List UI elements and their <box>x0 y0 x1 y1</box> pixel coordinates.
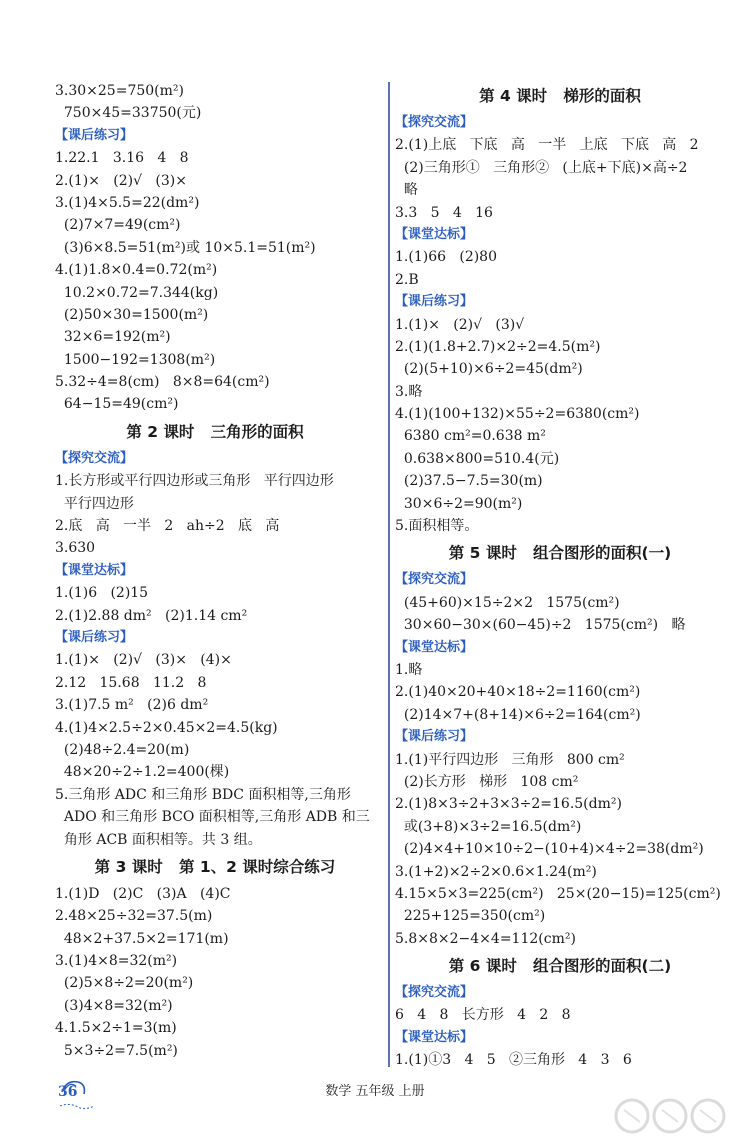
answer-line: 5×3÷2=7.5(m²) <box>55 1042 178 1059</box>
section-tag: 【探究交流】 <box>55 450 134 466</box>
answer-line: 1.(1)× (2)√ (3)× (4)× <box>55 652 232 669</box>
section-heading: 第 5 课时 组合图形的面积(一) <box>448 544 672 563</box>
answer-line: (45+60)×15÷2×2 1575(cm²) <box>395 594 620 611</box>
answer-line: ADO 和三角形 BCO 面积相等,三角形 ADB 和三 <box>55 809 370 826</box>
answer-line: 0.638×800=510.4(元) <box>395 450 560 467</box>
section-tag: 【课堂达标】 <box>55 562 134 578</box>
answer-line: (2)长方形 梯形 108 cm² <box>395 773 579 790</box>
answer-line: 4.(1)4×2.5÷2×0.45×2=4.5(kg) <box>55 719 278 736</box>
answer-line: 2.(1)上底 下底 高 一半 上底 下底 高 2 <box>395 137 699 154</box>
answer-line: 或(3+8)×3÷2=16.5(dm²) <box>395 818 582 835</box>
answer-line: 2.B <box>395 271 419 288</box>
answer-line: 略 <box>395 182 418 199</box>
answer-line: 30×6÷2=90(m²) <box>395 495 523 512</box>
answer-line: 4.15×5×3=225(cm²) 25×(20−15)=125(cm²) <box>395 885 721 902</box>
answer-line: (2)5×8÷2=20(m²) <box>55 975 194 992</box>
answer-line: 750×45=33750(元) <box>55 105 202 122</box>
answer-line: 3.(1)7.5 m² (2)6 dm² <box>55 697 209 714</box>
answer-line: 2.底 高 一半 2 ah÷2 底 高 <box>55 518 280 535</box>
answer-line: 4.1.5×2÷1=3(m) <box>55 1020 177 1037</box>
answer-line: 1.(1)6 (2)15 <box>55 585 149 602</box>
answer-line: 3.30×25=750(m²) <box>55 83 184 99</box>
answer-line: (2)14×7+(8+14)×6÷2=164(cm²) <box>395 706 641 723</box>
answer-line: 10.2×0.72=7.344(kg) <box>55 284 219 301</box>
answer-line: 1.长方形或平行四边形或三角形 平行四边形 <box>55 473 334 490</box>
section-tag: 【探究交流】 <box>395 115 474 130</box>
answer-line: (2)48÷2.4=20(m) <box>55 741 190 758</box>
answer-line: 3.(1)4×8=32(m²) <box>55 953 178 970</box>
answer-line: 4.(1)(100+132)×55÷2=6380(cm²) <box>395 406 640 423</box>
section-tag: 【课堂达标】 <box>395 639 474 655</box>
answer-line: 6380 cm²=0.638 m² <box>395 428 546 445</box>
answer-line: 2.(1)2.88 dm² (2)1.14 cm² <box>55 607 248 624</box>
watermark-logo-icon <box>612 1096 732 1136</box>
answer-line: 1.略 <box>395 661 423 678</box>
answer-line: 5.8×8×2−4×4=112(cm²) <box>395 930 576 947</box>
answer-line: (3)4×8=32(m²) <box>55 997 173 1014</box>
answer-line: 角形 ACB 面积相等。共 3 组。 <box>55 831 262 848</box>
answer-line: 1500−192=1308(m²) <box>55 351 216 368</box>
answer-line: 5.32÷4=8(cm) 8×8=64(cm²) <box>55 374 270 391</box>
answer-line: 3.(1+2)×2÷2×0.6×1.24(m²) <box>395 863 597 880</box>
answer-line: 2.(1)× (2)√ (3)× <box>55 172 187 189</box>
section-tag: 【课后练习】 <box>55 127 134 143</box>
answer-line: 1.(1)66 (2)80 <box>395 249 497 266</box>
answer-line: 48×2+37.5×2=171(m) <box>55 930 229 947</box>
answer-line: 32×6=192(m²) <box>55 329 171 346</box>
section-heading: 第 6 课时 组合图形的面积(二) <box>448 957 672 976</box>
section-tag: 【课后练习】 <box>55 629 134 645</box>
answer-line: (2)三角形① 三角形② (上底+下底)×高÷2 <box>395 159 688 176</box>
left-column <box>55 80 375 1062</box>
section-tag: 【探究交流】 <box>395 572 474 588</box>
answer-line: 1.(1)平行四边形 三角形 800 cm² <box>395 751 625 768</box>
book-info: 数学 五年级 上册 <box>325 1084 425 1099</box>
answer-line: 30×60−30×(60−45)÷2 1575(cm²) 略 <box>395 617 686 634</box>
answer-line: 5.面积相等。 <box>395 518 479 535</box>
answer-line: 2.(1)40×20+40×18÷2=1160(cm²) <box>395 684 641 701</box>
answer-line: 64−15=49(cm²) <box>55 396 179 413</box>
answer-line: 2.(1)8×3÷2+3×3÷2=16.5(dm²) <box>395 796 622 813</box>
answer-line: 1.(1)D (2)C (3)A (4)C <box>55 885 231 902</box>
section-heading: 第 2 课时 三角形的面积 <box>126 422 304 441</box>
answer-line: (2)(5+10)×6÷2=45(dm²) <box>395 361 583 378</box>
section-tag: 【课堂达标】 <box>395 1029 474 1045</box>
answer-line: 48×20÷2÷1.2=400(棵) <box>55 764 230 781</box>
column-divider <box>388 82 390 1067</box>
answer-line: 3.3 5 4 16 <box>395 204 493 221</box>
section-heading: 第 4 课时 梯形的面积 <box>479 87 641 105</box>
answer-line: 3.(1)4×5.5=22(dm²) <box>55 194 200 211</box>
answer-line: 2.48×25÷32=37.5(m) <box>55 908 213 925</box>
answer-line: 平行四边形 <box>55 495 134 512</box>
section-heading: 第 3 课时 第 1、2 课时综合练习 <box>94 857 336 876</box>
answer-line: 225+125=350(cm²) <box>395 908 546 925</box>
answer-line: (2)7×7=49(cm²) <box>55 217 181 234</box>
answer-line: 5.三角形 ADC 和三角形 BDC 面积相等,三角形 <box>55 786 351 803</box>
answer-line: 1.(1)①3 4 5 ②三角形 4 3 6 <box>395 1052 632 1069</box>
answer-line: 4.(1)1.8×0.4=0.72(m²) <box>55 262 218 279</box>
answer-line: (3)6×8.5=51(m²)或 10×5.1=51(m²) <box>55 239 316 256</box>
answer-line: (2)4×4+10×10÷2−(10+4)×4÷2=38(dm²) <box>395 841 704 858</box>
answer-line: 6 4 8 长方形 4 2 8 <box>395 1007 571 1024</box>
section-tag: 【课堂达标】 <box>395 226 474 242</box>
answer-line: 3.略 <box>395 383 423 400</box>
section-tag: 【课后练习】 <box>395 729 474 745</box>
answer-line: 1.(1)× (2)√ (3)√ <box>395 316 525 333</box>
section-tag: 【课后练习】 <box>395 294 474 310</box>
page-number: 36 <box>58 1084 78 1100</box>
answer-line: 1.22.1 3.16 4 8 <box>55 150 189 167</box>
answer-line: (2)50×30=1500(m²) <box>55 306 209 323</box>
answer-line: 3.630 <box>55 540 96 557</box>
answer-line: 2.(1)(1.8+2.7)×2÷2=4.5(m²) <box>395 338 601 355</box>
right-column <box>395 80 725 1072</box>
answer-line: (2)37.5−7.5=30(m) <box>395 473 543 490</box>
answer-line: 2.12 15.68 11.2 8 <box>55 674 207 691</box>
section-tag: 【探究交流】 <box>395 985 474 1001</box>
